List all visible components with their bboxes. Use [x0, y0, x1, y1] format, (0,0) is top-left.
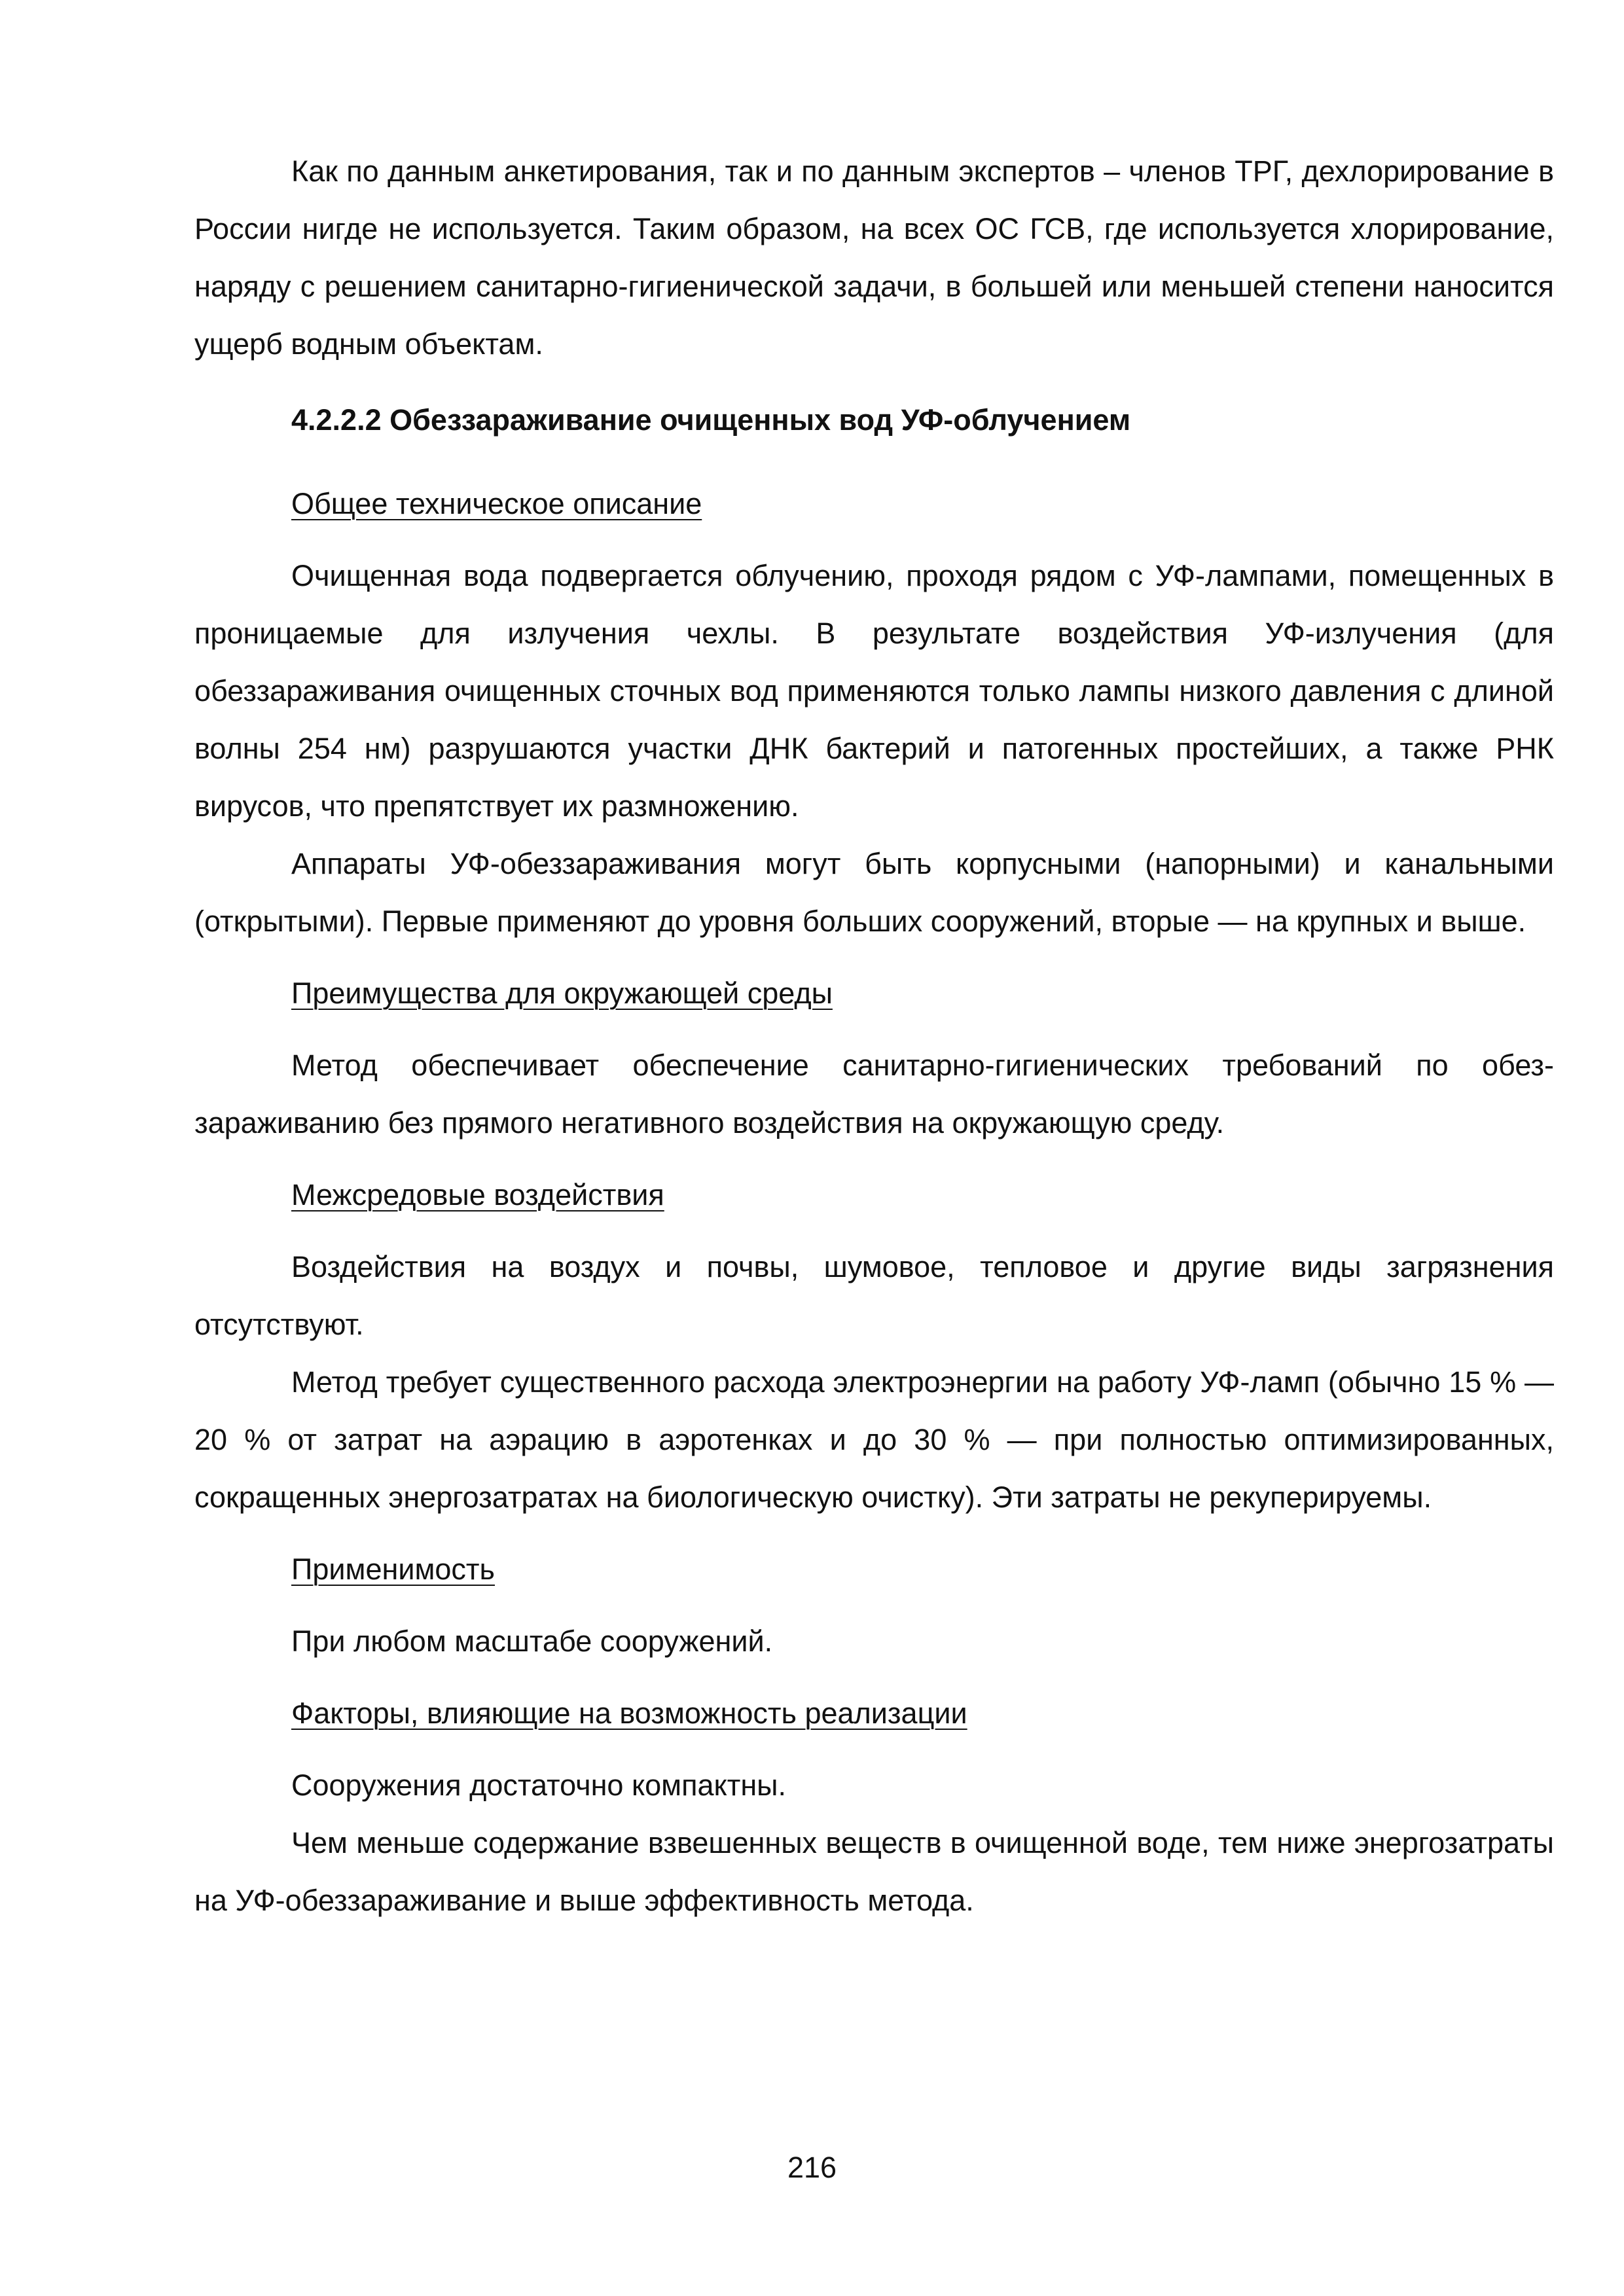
- environmental-benefits-title: Преимущества для окружающей среды: [291, 977, 833, 1010]
- applicability-title: Применимость: [291, 1552, 495, 1586]
- implementation-factors-paragraph-1: Сооружения достаточно компактны.: [291, 1768, 787, 1802]
- cross-media-effects-title: Межсредовые воздействия: [291, 1178, 664, 1211]
- cross-media-effects-paragraph-1: Воздействия на воздух и почвы, шумовое, тепловое и другие виды загрязнения отсутствуют.: [194, 1250, 1554, 1341]
- cross-media-effects-paragraph-2: Метод требует существенного расхода электроэнергии на работу УФ-ламп (обычно 15 % — 20 % от затрат на аэрацию в аэротенках и до 30 % — при полностью оптимизированных, сокращенных энергозатратах на биологическую очистку). Эти затраты не рекуперируемы.: [194, 1365, 1554, 1514]
- page-number: 216: [787, 2151, 837, 2184]
- applicability-paragraph-1: При любом масштабе сооружений.: [291, 1624, 773, 1658]
- general-description-paragraph-2: Аппараты УФ-обеззараживания могут быть корпусными (напорными) и канальными (открытыми). Первые применяют до уровня больших сооружений, вторые — на крупных и выше.: [194, 847, 1554, 938]
- section-heading: 4.2.2.2 Обеззараживание очищенных вод УФ-облучением: [291, 403, 1131, 437]
- page-content: [194, 143, 1554, 1929]
- general-description-paragraph-1: Очищенная вода подвергается облучению, проходя рядом с УФ-лампами, помещенных в проницаемые для излучения чехлы. В результате воздействия УФ-излучения (для обеззараживания очищенных сточных вод применяются только лампы низкого давления с длиной волны 254 нм) разрушаются участки ДНК бактерий и патогенных простейших, а также РНК вирусов, что препятствует их размножению.: [194, 559, 1554, 823]
- general-description-title: Общее техническое описание: [291, 487, 702, 520]
- implementation-factors-paragraph-2: Чем меньше содержание взвешенных веществ в очищенной воде, тем ниже энергозатраты на УФ-обеззараживание и выше эффективность метода.: [194, 1826, 1554, 1917]
- intro-paragraph: Как по данным анкетирования, так и по данным экспертов – членов ТРГ, дехлорирование в России нигде не используется. Таким образом, на всех ОС ГСВ, где используется хлорирование, наряду с решением санитарно-гигиенической задачи, в большей или меньшей степени наносится ущерб водным объектам.: [194, 154, 1554, 361]
- environmental-benefits-paragraph-1: Метод обеспечивает обеспечение санитарно-гигиенических требований по обеззараживанию без прямого негативного воздействия на окружающую среду.: [194, 1049, 1554, 1139]
- implementation-factors-title: Факторы, влияющие на возможность реализации: [291, 1696, 967, 1730]
